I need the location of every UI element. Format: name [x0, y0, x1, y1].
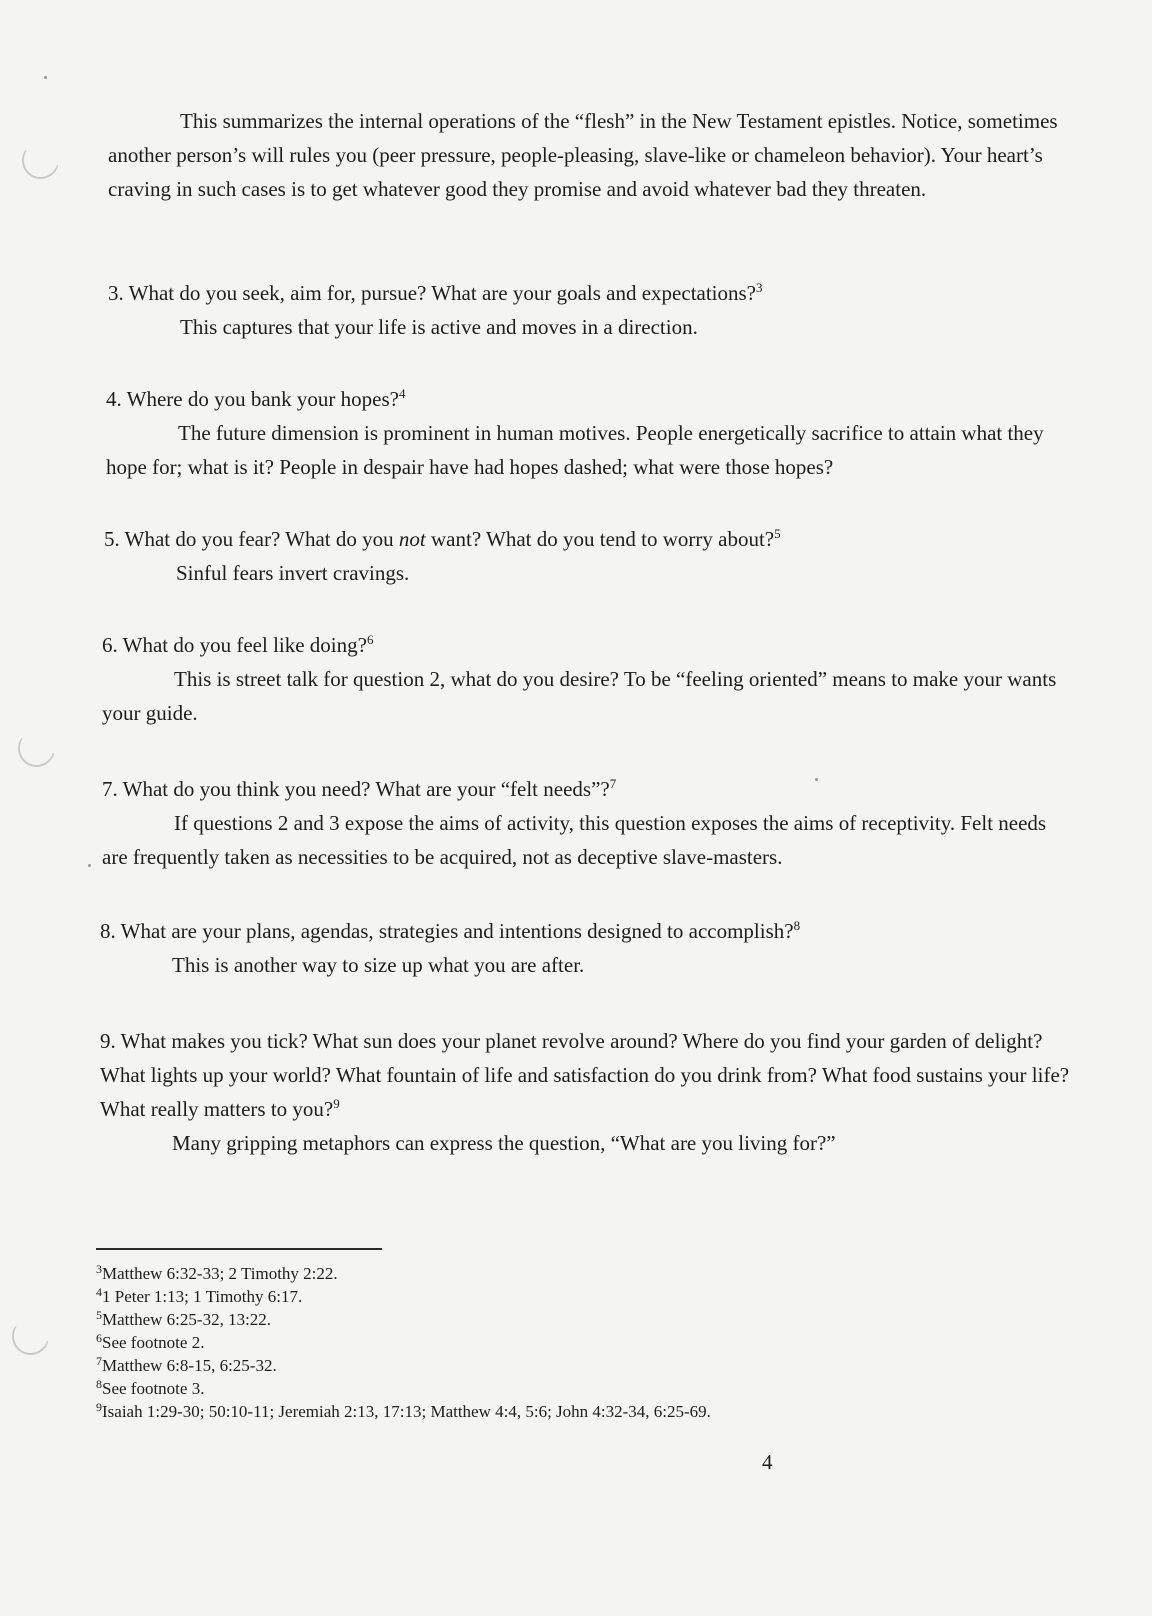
- question-comment: This is street talk for question 2, what do you desire? To be “feeling oriented” means to make your wants your guide.: [102, 667, 1057, 725]
- punch-hole-middle: [13, 725, 60, 772]
- footnote-ref: 6: [366, 632, 374, 647]
- question-comment: This is another way to size up what you are after.: [172, 953, 585, 977]
- question-text: 6. What do you feel like doing?$^6$: [102, 632, 374, 657]
- question-text: 9. What makes you tick? What sun does your planet revolve around? Where do you find your garden of delight? What lights up your world? What fountain of life and satisfaction do you drink from? What food sustains your life? What really matters to you?$^9$: [100, 1029, 1070, 1121]
- question-text: 8. What are your plans, agendas, strategies and intentions designed to accomplish?$^8$: [100, 918, 801, 943]
- footnote-ref: 3: [756, 280, 763, 295]
- question-comment: This captures that your life is active and moves in a direction.: [180, 315, 698, 339]
- footnote-3: $^3$Matthew 6:32-33; 2 Timothy 2:22.: [96, 1262, 338, 1283]
- question-comment: Many gripping metaphors can express the question, “What are you living for?”: [172, 1131, 836, 1155]
- question-text: 7. What do you think you need? What are your “felt needs”?$^7$: [102, 776, 617, 801]
- footnote-divider: [96, 1248, 382, 1250]
- question-block-6: [102, 628, 1072, 730]
- footnote-ref: 7: [609, 776, 617, 791]
- question-comment: Sinful fears invert cravings.: [176, 561, 410, 585]
- footnote-7: $^7$Matthew 6:8-15, 6:25-32.: [96, 1354, 277, 1375]
- question-block-4: [106, 382, 1076, 484]
- question-comment: If questions 2 and 3 expose the aims of activity, this question exposes the aims of receptivity. Felt needs are frequently taken as necessities to be acquired, not as deceptive slave-masters.: [102, 811, 1047, 869]
- page-number: 4: [762, 1450, 773, 1474]
- intro-text: This summarizes the internal operations of the “flesh” in the New Testament epistles. Notice, sometimes another person’s will rules you (peer pressure, people-pleasing, slave-like or chameleon behavior). Your heart’s craving in such cases is to get whatever good they promise and avoid whatever bad they threaten.: [108, 109, 1058, 201]
- punch-hole-top: [17, 137, 64, 184]
- emphasis-text: not: [398, 527, 426, 551]
- paper-speck: [88, 864, 91, 867]
- intro-paragraph: [108, 104, 1068, 206]
- footnote-4: $^4$1 Peter 1:13; 1 Timothy 6:17.: [96, 1285, 303, 1306]
- footnote-6: $^6$See footnote 2.: [96, 1331, 205, 1352]
- question-block-3: [108, 276, 1078, 344]
- footnote-ref: 4: [398, 386, 406, 401]
- punch-hole-bottom: [7, 1313, 54, 1360]
- footnote-ref: 9: [333, 1096, 340, 1111]
- question-block-5: [104, 522, 1074, 590]
- question-block-8: [100, 914, 1070, 982]
- question-text: 4. Where do you bank your hopes?$^4$: [106, 386, 406, 411]
- footnotes: [96, 1262, 996, 1423]
- question-comment: The future dimension is prominent in human motives. People energetically sacrifice to attain what they hope for; what is it? People in despair have had hopes dashed; what were those hopes?: [106, 421, 1044, 479]
- question-text: 3. What do you seek, aim for, pursue? What are your goals and expectations?$^3$: [108, 280, 763, 305]
- footnote-ref: 8: [793, 918, 801, 933]
- footnote-9: $^9$Isaiah 1:29-30; 50:10-11; Jeremiah 2:13, 17:13; Matthew 4:4, 5:6; John 4:32-34, 6:25-69.: [96, 1400, 711, 1421]
- footnote-8: $^8$See footnote 3.: [96, 1377, 205, 1398]
- footnote-ref: 5: [774, 526, 781, 541]
- footnote-5: $^5$Matthew 6:25-32, 13:22.: [96, 1308, 272, 1329]
- question-text: 5. What do you fear? What do you not want? What do you tend to worry about?$^5$: [104, 526, 781, 551]
- paper-speck: [44, 76, 47, 79]
- question-block-7: [102, 772, 1072, 874]
- question-block-9: [100, 1024, 1070, 1160]
